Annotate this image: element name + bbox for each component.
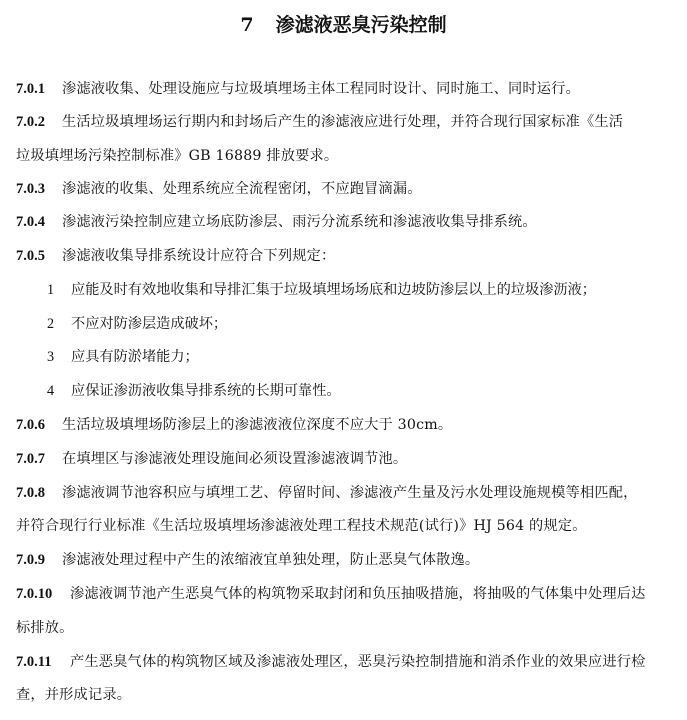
clause-7-0-8-continued (16, 509, 676, 543)
clause-7-0-11 (16, 645, 676, 679)
clause-text: 渗滤液调节池容积应与填埋工艺、停留时间、渗滤液产生量及污水处理设施规模等相匹配， (62, 485, 638, 501)
list-item-number: 4 (47, 383, 55, 399)
list-item-text: 应具有防淤堵能力； (71, 349, 199, 365)
list-item (47, 374, 677, 408)
clause-text: 渗滤液调节池产生恶臭气体的构筑物采取封闭和负压抽吸措施，将抽吸的气体集中处理后达 (70, 586, 646, 602)
clause-text: 生活垃圾填埋场防渗层上的渗滤液液位深度不应大于 30cm。 (62, 417, 453, 433)
list-item-number: 2 (47, 316, 55, 332)
clause-text: 渗滤液的收集、处理系统应全流程密闭，不应跑冒滴漏。 (62, 181, 422, 197)
clause-text: 产生恶臭气体的构筑物区域及渗滤液处理区，恶臭污染控制措施和消杀作业的效果应进行检 (70, 654, 646, 670)
clause-number: 7.0.3 (16, 181, 45, 197)
clause-7-0-9 (16, 543, 676, 577)
clause-text: 渗滤液收集导排系统设计应符合下列规定： (62, 248, 336, 264)
clause-number: 7.0.8 (16, 485, 45, 501)
clause-number: 7.0.6 (16, 417, 45, 433)
list-item-number: 1 (47, 282, 55, 298)
list-item (47, 273, 677, 307)
clause-text-continued: 垃圾填埋场污染控制标准》GB 16889 排放要求。 (16, 148, 339, 164)
list-item (47, 307, 677, 341)
clause-text: 在填埋区与渗滤液处理设施间必须设置渗滤液调节池。 (62, 451, 408, 467)
list-item-text: 应保证渗沥液收集导排系统的长期可靠性。 (71, 383, 341, 399)
clause-number: 7.0.5 (16, 248, 45, 264)
clause-7-0-5 (16, 239, 676, 273)
clause-7-0-8 (16, 476, 676, 510)
clause-7-0-10 (16, 577, 676, 611)
list-item-number: 3 (47, 349, 55, 365)
clause-7-0-10-continued (16, 611, 676, 645)
clause-text-continued: 并符合现行行业标准《生活垃圾填埋场渗滤液处理工程技术规范(试行)》HJ 564 的规定。 (16, 518, 587, 534)
chapter-title-text: 渗滤液恶臭污染控制 (275, 14, 447, 36)
chapter-number: 7 (240, 14, 254, 36)
clause-text: 渗滤液污染控制应建立场底防渗层、雨污分流系统和渗滤液收集导排系统。 (62, 214, 537, 230)
clause-text: 渗滤液收集、处理设施应与垃圾填埋场主体工程同时设计、同时施工、同时运行。 (62, 81, 580, 97)
clause-text: 生活垃圾填埋场运行期内和封场后产生的渗滤液应进行处理，并符合现行国家标准《生活 (62, 114, 624, 130)
chapter-title (0, 10, 687, 40)
clause-number: 7.0.10 (16, 586, 53, 602)
list-item-text: 不应对防渗层造成破坏； (71, 316, 228, 332)
clause-number: 7.0.1 (16, 81, 45, 97)
clause-7-0-2 (16, 105, 676, 139)
clause-number: 7.0.4 (16, 214, 45, 230)
clause-number: 7.0.9 (16, 552, 45, 568)
clause-7-0-3 (16, 172, 676, 206)
clause-7-0-4 (16, 205, 676, 239)
clause-7-0-7 (16, 442, 676, 476)
clause-7-0-6 (16, 408, 676, 442)
clause-number: 7.0.11 (16, 654, 52, 670)
clause-7-0-11-continued (16, 678, 676, 712)
clause-text: 渗滤液处理过程中产生的浓缩液宜单独处理，防止恶臭气体散逸。 (62, 552, 480, 568)
clause-number: 7.0.2 (16, 114, 45, 130)
clause-text-continued: 查，并形成记录。 (16, 687, 132, 703)
list-item-text: 应能及时有效地收集和导排汇集于垃圾填埋场场底和边坡防渗层以上的垃圾渗沥液； (71, 282, 596, 298)
clause-text-continued: 标排放。 (16, 620, 74, 636)
clause-7-0-1 (16, 72, 676, 106)
list-item (47, 340, 677, 374)
clause-7-0-2-continued (16, 139, 676, 173)
clause-number: 7.0.7 (16, 451, 45, 467)
